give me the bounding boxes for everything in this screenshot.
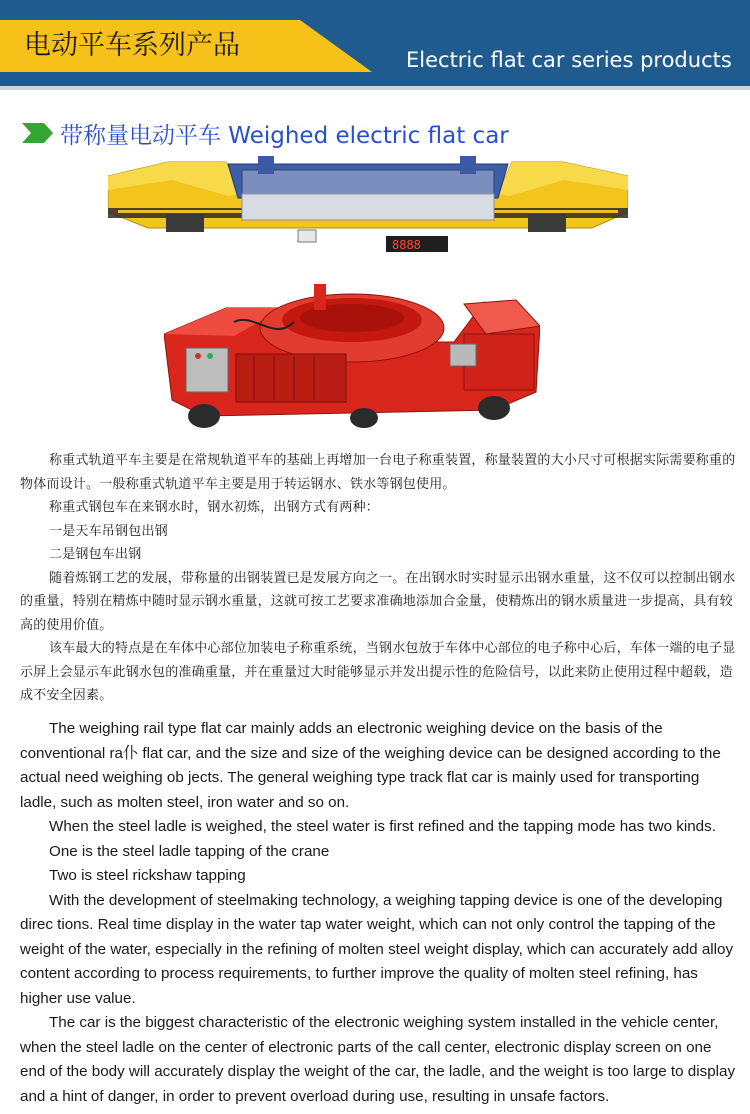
paragraph-en: With the development of steelmaking technology, a weighing tapping device is one of the developing direc tions. Real time display in the water tap water weight, which can not only control the tapping of the weight of the water, especially in the refining of molten steel weight display, which can accurately add alloy content according to process requirements, to further improve the quality of molten steel refining, has higher use value.	[20, 891, 734, 1007]
green-double-arrow-icon	[22, 123, 54, 143]
section-title: 带称量电动平车 Weighed electric flat car	[60, 122, 509, 149]
paragraph-cn: 该车最大的特点是在车体中心部位加装电子称重系统，当钢水包放于车体中心部位的电子称中心后，车体一端的电子显示屏上会显示车此钢水包的准确重量，并在重量过大时能够显示并发出提示性的危险信号，以此来防止使用过程中超载，造成不安全因素。	[20, 641, 736, 703]
paragraph-en: When the steel ladle is weighed, the steel water is first refined and the tapping mode has two kinds.	[49, 818, 716, 835]
svg-text:8888: 8888	[392, 238, 421, 252]
paragraph-en: The weighing rail type flat car mainly adds an electronic weighing device on the basis of the conventional ra仆 flat car, and the size and size of the weighing device can be designed according to the actual need weighing ob jects. The general weighing type track flat car is mainly used for transporting ladle, such as molten steel, iron water and so on.	[20, 720, 721, 811]
paragraph-cn: 二是钢包车出钢	[49, 547, 142, 562]
paragraph-en: One is the steel ladle tapping of the crane	[49, 842, 330, 860]
section-heading	[22, 116, 509, 150]
header-title-en: Electric flat car series products	[406, 48, 732, 72]
description-cn	[20, 449, 738, 708]
page-header	[0, 0, 750, 95]
paragraph-cn: 称重式钢包车在来钢水时，钢水初炼，出钢方式有两种：	[49, 500, 380, 515]
paragraph-en: Two is steel rickshaw tapping	[49, 867, 246, 884]
paragraph-cn: 称重式轨道平车主要是在常规轨道平车的基础上再增加一台电子称重装置，称量装置的大小尺寸可根据实际需要称重的物体而设计。一般称重式轨道平车主要是用于转运钢水、铁水等钢包使用。	[20, 453, 736, 492]
product-image-yellow-car	[108, 154, 628, 258]
paragraph-cn: 随着炼钢工艺的发展，带称量的出钢装置已是发展方向之一。在出钢水时实时显示出钢水重量，这不仅可以控制出钢水的重量，特别在精炼中随时显示钢水重量，这就可按工艺要求准确地添加合金量，使精炼出的钢水质量进一步提高，具有较高的使用价值。	[20, 570, 736, 633]
product-image-red-car	[164, 282, 540, 434]
header-title-cn: 电动平车系列产品	[24, 30, 240, 61]
header-divider	[0, 86, 750, 90]
paragraph-cn: 一是天车吊钢包出钢	[49, 523, 168, 539]
paragraph-en: The car is the biggest characteristic of the electronic weighing system installed in the vehicle center, when the steel ladle on the center of electronic parts of the call center, electronic display screen on one end of the body will accurately display the weight of the car, the ladle, and the weight is too large to display and a hint of danger, in order to prevent overload during use, resulting in unsafe factors.	[20, 1014, 736, 1105]
description-en	[20, 717, 738, 1109]
